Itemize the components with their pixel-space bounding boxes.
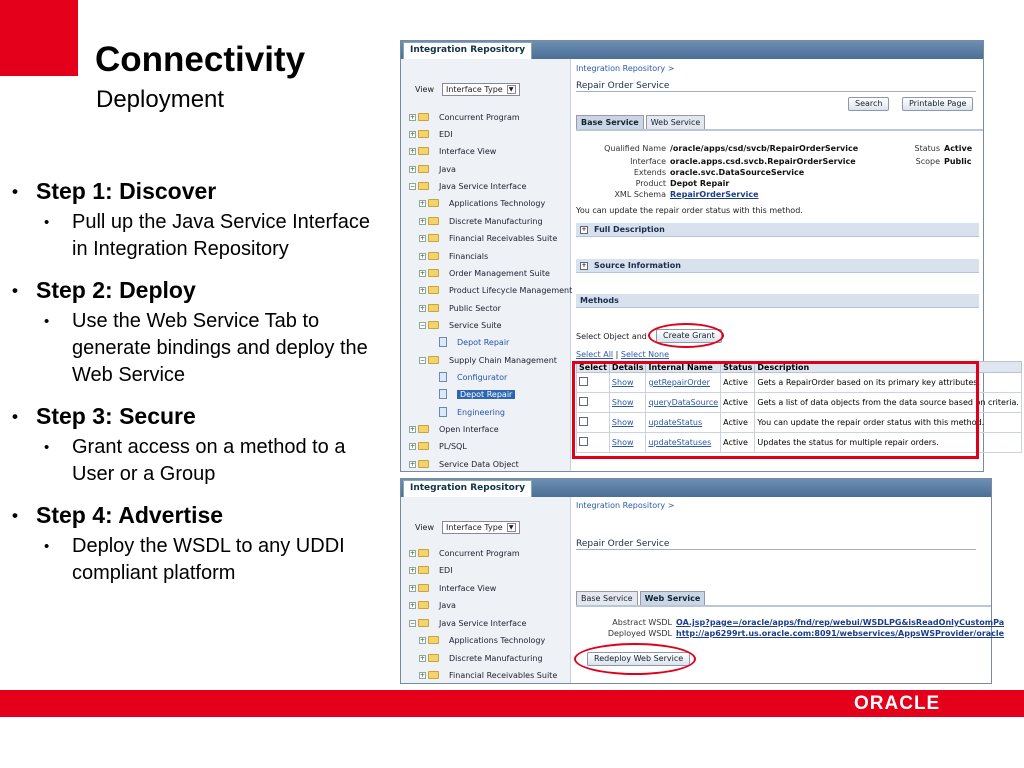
view-row [415,83,520,96]
tree-node-label: Applications Technology [449,198,546,208]
show-details-link[interactable]: Show [611,378,634,387]
step-3-label: Step 3: Secure [36,403,196,429]
deployed-wsdl-link[interactable]: http://ap6299rt.us.oracle.com:8091/webservices/AppsWSProvider/oracle [676,629,1005,638]
tree-node[interactable] [409,617,526,629]
show-details-link[interactable]: Show [611,418,634,427]
collapse-icon: − [410,182,416,190]
column-header: Details [609,362,646,373]
field-label: Product [635,179,666,188]
field-label: Interface [630,157,666,166]
column-header: Description [755,362,1022,373]
field-label: Deployed WSDL [607,629,672,638]
tree-node-label: Service Suite [449,320,502,330]
printable-page-button[interactable]: Printable Page [902,97,973,111]
tree-node-label: Financial Receivables Suite [449,233,558,243]
collapse-icon: − [410,619,416,627]
method-name-link[interactable]: queryDataSource [648,398,719,407]
page-title: Repair Order Service [576,81,976,92]
content-pane [572,497,1005,683]
tree-node[interactable] [409,180,526,192]
expand-icon: + [581,261,587,269]
folder-icon [418,460,429,468]
description-cell: You can update the repair order status with this method. [755,413,1022,433]
tab-web-service[interactable]: Web Service [646,115,706,129]
tree-node-label: Configurator [457,372,508,382]
corner-accent [0,0,78,76]
chevron-down-icon: ▼ [507,523,516,532]
oracle-logo: ORACLE [854,693,941,714]
tree-node-label: Java Service Interface [439,181,527,191]
step-4-detail: • Deploy the WSDL to any UDDI compliant platform [44,533,380,587]
show-details-link[interactable]: Show [611,398,634,407]
folder-icon [428,286,439,294]
tree-node[interactable] [419,267,550,279]
folder-icon [418,584,429,592]
tree-node[interactable] [409,547,520,559]
step-4-detail-text: Deploy the WSDL to any UDDI compliant platform [72,535,345,584]
step-4: • Step 4: Advertise [12,502,224,528]
service-description: You can update the repair order status with this method. [576,206,803,215]
chevron-down-icon: ▼ [507,85,516,94]
tree-node-label: Interface View [439,146,497,156]
folder-icon [428,654,439,662]
step-3: • Step 3: Secure [12,403,196,429]
tree-node[interactable] [419,319,502,331]
tab-integration-repository[interactable]: Integration Repository [403,42,532,59]
interface-row [576,156,856,167]
tree-node-label: Java [439,600,456,610]
collapse-icon: − [420,321,426,329]
folder-icon [418,549,429,557]
expand-icon: + [410,113,416,121]
folder-icon [418,601,429,609]
expand-icon: + [410,130,416,138]
abstract-wsdl-link[interactable]: OA.jsp?page=/oracle/apps/fnd/rep/webui/WSDLPG&isReadOnlyCustomPa [676,618,1005,627]
screenshot-web-service [400,478,1005,684]
status-cell: Active [721,413,755,433]
tree-node-label: Order Management Suite [449,268,550,278]
tab-integration-repository[interactable]: Integration Repository [403,480,532,497]
content-pane [572,59,1019,471]
field-label: Qualified Name [604,144,666,153]
document-icon [439,407,447,417]
tree-node[interactable] [439,406,505,418]
step-2-label: Step 2: Deploy [36,277,196,303]
scope-row [902,156,972,167]
tree-node[interactable] [419,197,545,209]
field-label: XML Schema [614,190,666,199]
expand-icon: + [410,442,416,450]
navigator-pane [401,59,571,471]
folder-icon [428,252,439,260]
expand-icon: + [410,425,416,433]
tree-node-label: Supply Chain Management [449,355,557,365]
method-name-link[interactable]: updateStatuses [648,438,712,447]
tree-node[interactable] [409,458,519,470]
tree-node[interactable] [409,564,453,576]
create-grant-button[interactable]: Create Grant [656,329,722,343]
highlight-oval [648,323,724,348]
tree-node[interactable] [409,599,456,611]
field-value: Depot Repair [670,179,730,188]
screenshot-base-service [400,40,1019,472]
tree-node-label: Concurrent Program [439,112,520,122]
tree-node[interactable] [419,669,557,681]
field-label: Abstract WSDL [612,618,672,627]
tab-web-service[interactable]: Web Service [640,591,706,605]
tree-node-label: Public Sector [449,303,501,313]
expand-icon: + [410,165,416,173]
field-value: oracle.apps.csd.svcb.RepairOrderService [670,157,856,166]
expand-icon: + [420,671,426,679]
view-select[interactable] [442,521,520,534]
service-tabs [576,591,707,605]
tree-node-label: Java [439,164,456,174]
expand-icon: + [420,636,426,644]
folder-icon [428,671,439,679]
select-links: Select All | Select None [576,350,670,359]
tree-node-label: Engineering [457,407,505,417]
folder-icon [418,182,429,190]
source-information-section[interactable] [576,259,979,273]
tree-node-label: Open Interface [439,424,499,434]
expand-icon: + [410,147,416,155]
status-cell: Active [721,433,755,453]
folder-icon [418,442,429,450]
highlight-oval [574,643,696,675]
tree-node-label: Java Service Interface [439,618,527,628]
tree-node[interactable] [409,440,467,452]
highlight-box [572,361,979,459]
expand-icon: + [410,566,416,574]
folder-icon [418,165,429,173]
folder-icon [418,113,429,121]
folder-icon [428,199,439,207]
tree-node[interactable] [419,652,543,664]
folder-icon [428,234,439,242]
bullet-list [10,178,380,587]
view-row [415,521,520,534]
tab-base-service[interactable]: Base Service [576,115,644,129]
column-header: Status [721,362,755,373]
field-value: Public [944,157,972,166]
tree-node-label: Interface View [439,583,497,593]
folder-icon [418,566,429,574]
step-1-detail-text: Pull up the Java Service Interface in Integration Repository [72,211,370,260]
expand-icon: + [420,286,426,294]
tree-node[interactable] [419,302,501,314]
step-1-label: Step 1: Discover [36,178,217,204]
tree-node-label: EDI [439,565,453,575]
tree-node-selected[interactable] [439,388,515,400]
full-description-section[interactable] [576,223,979,237]
slide-title: Connectivity [95,40,306,79]
document-icon [439,337,447,347]
folder-icon [418,619,429,627]
method-name-link[interactable]: updateStatus [648,418,703,427]
step-3-detail-text: Grant access on a method to a User or a Group [72,436,346,485]
field-value: /oracle/apps/csd/svcb/RepairOrderService [670,144,859,153]
tab-underline [576,129,983,131]
tree-node-label: Depot Repair [457,390,515,399]
xml-schema-link[interactable]: RepairOrderService [670,190,759,199]
field-value: oracle.svc.DataSourceService [670,168,805,177]
status-cell: Active [721,393,755,413]
tree-node-label: Financials [449,251,489,261]
view-label: View [415,523,434,532]
field-label: Scope [915,157,940,166]
tab-underline [576,605,991,607]
qualified-name-row [576,143,858,154]
tree-node[interactable] [419,215,543,227]
tree-node[interactable] [409,128,453,140]
tree-node[interactable] [419,634,545,646]
status-row [902,143,972,154]
show-details-link[interactable]: Show [611,438,634,447]
expand-icon: + [420,269,426,277]
method-name-link[interactable]: getRepairOrder [648,378,710,387]
step-1: • Step 1: Discover [12,178,217,204]
tree-node[interactable] [409,111,520,123]
tree-node[interactable] [439,371,507,383]
tree-node-label: Depot Repair [457,337,510,347]
search-button[interactable]: Search [848,97,889,111]
folder-icon [428,269,439,277]
column-header: Internal Name [646,362,721,373]
description-cell: Gets a list of data objects from the data source based on criteria. [755,393,1022,413]
redeploy-web-service-button[interactable]: Redeploy Web Service [587,652,690,666]
tree-node[interactable] [439,336,509,348]
tree-node[interactable] [409,163,456,175]
tree-node[interactable] [409,582,496,594]
view-select[interactable] [442,83,520,96]
tree-node[interactable] [419,232,557,244]
tree-node[interactable] [419,354,557,366]
expand-icon: + [420,217,426,225]
expand-icon: + [420,304,426,312]
product-row [576,178,729,189]
step-2-detail: • Use the Web Service Tab to generate bindings and deploy the Web Service [44,308,380,389]
expand-icon: + [410,601,416,609]
view-select-value: Interface Type [445,85,503,94]
step-3-detail: • Grant access on a method to a User or a Group [44,434,380,488]
folder-icon [418,425,429,433]
description-cell: Updates the status for multiple repair orders. [755,433,1022,453]
status-cell: Active [721,373,755,393]
select-all-link[interactable]: Select All [576,350,614,359]
tree-node-label: Discrete Manufacturing [449,216,543,226]
field-label: Status [914,144,940,153]
tree-node[interactable] [409,145,496,157]
expand-icon: + [420,234,426,242]
tree-node-label: Concurrent Program [439,548,520,558]
expand-icon: + [410,460,416,468]
document-icon [439,372,447,382]
tree-node-label: Discrete Manufacturing [449,653,543,663]
tree-node-label: Applications Technology [449,635,546,645]
breadcrumb[interactable]: Integration Repository > [576,501,675,510]
tree-node-label: Product Lifecycle Management [449,285,573,295]
collapse-icon: − [420,356,426,364]
folder-icon [428,321,439,329]
step-2: • Step 2: Deploy [12,277,196,303]
folder-icon [428,217,439,225]
tree-node-label: Service Data Object [439,459,519,469]
folder-icon [428,304,439,312]
step-4-label: Step 4: Advertise [36,502,224,528]
navigator-pane [401,497,571,683]
section-label: Source Information [594,261,681,270]
view-select-value: Interface Type [445,523,503,532]
field-label: Extends [633,168,666,177]
column-header: Select [577,362,610,373]
tab-base-service[interactable]: Base Service [576,591,638,605]
expand-icon: + [420,252,426,260]
document-icon [439,389,447,399]
expand-icon: + [420,199,426,207]
folder-icon [428,636,439,644]
description-cell: Gets a RepairOrder based on its primary key attributes. [755,373,1022,393]
tab-bar [401,479,991,497]
folder-icon [418,130,429,138]
folder-icon [428,356,439,364]
select-object-label: Select Object and [576,332,647,341]
tree-node-label: EDI [439,129,453,139]
breadcrumb[interactable]: Integration Repository > [576,64,675,73]
abstract-wsdl-row [576,617,1004,628]
expand-icon: + [410,584,416,592]
step-1-detail: • Pull up the Java Service Interface in Integration Repository [44,209,380,263]
expand-icon: + [410,549,416,557]
step-2-detail-text: Use the Web Service Tab to generate bindings and deploy the Web Service [72,310,368,386]
view-label: View [415,85,434,94]
tree-node[interactable] [409,423,499,435]
extends-row [576,167,804,178]
xml-schema-row [576,189,759,200]
service-tabs [576,115,707,129]
tab-bar [401,41,983,59]
expand-icon: + [420,654,426,662]
tree-node[interactable] [419,250,488,262]
tree-node-label: PL/SQL [439,441,467,451]
folder-icon [418,147,429,155]
expand-icon: + [581,225,587,233]
slide-subtitle: Deployment [96,86,225,113]
select-none-link[interactable]: Select None [620,350,670,359]
field-value: Active [944,144,973,153]
section-label: Methods [580,296,619,305]
tree-node[interactable] [419,284,572,296]
page-title: Repair Order Service [576,539,976,550]
tree-node-label: Financial Receivables Suite [449,670,558,680]
methods-section [576,294,979,308]
section-label: Full Description [594,225,665,234]
deployed-wsdl-row [576,628,1004,639]
